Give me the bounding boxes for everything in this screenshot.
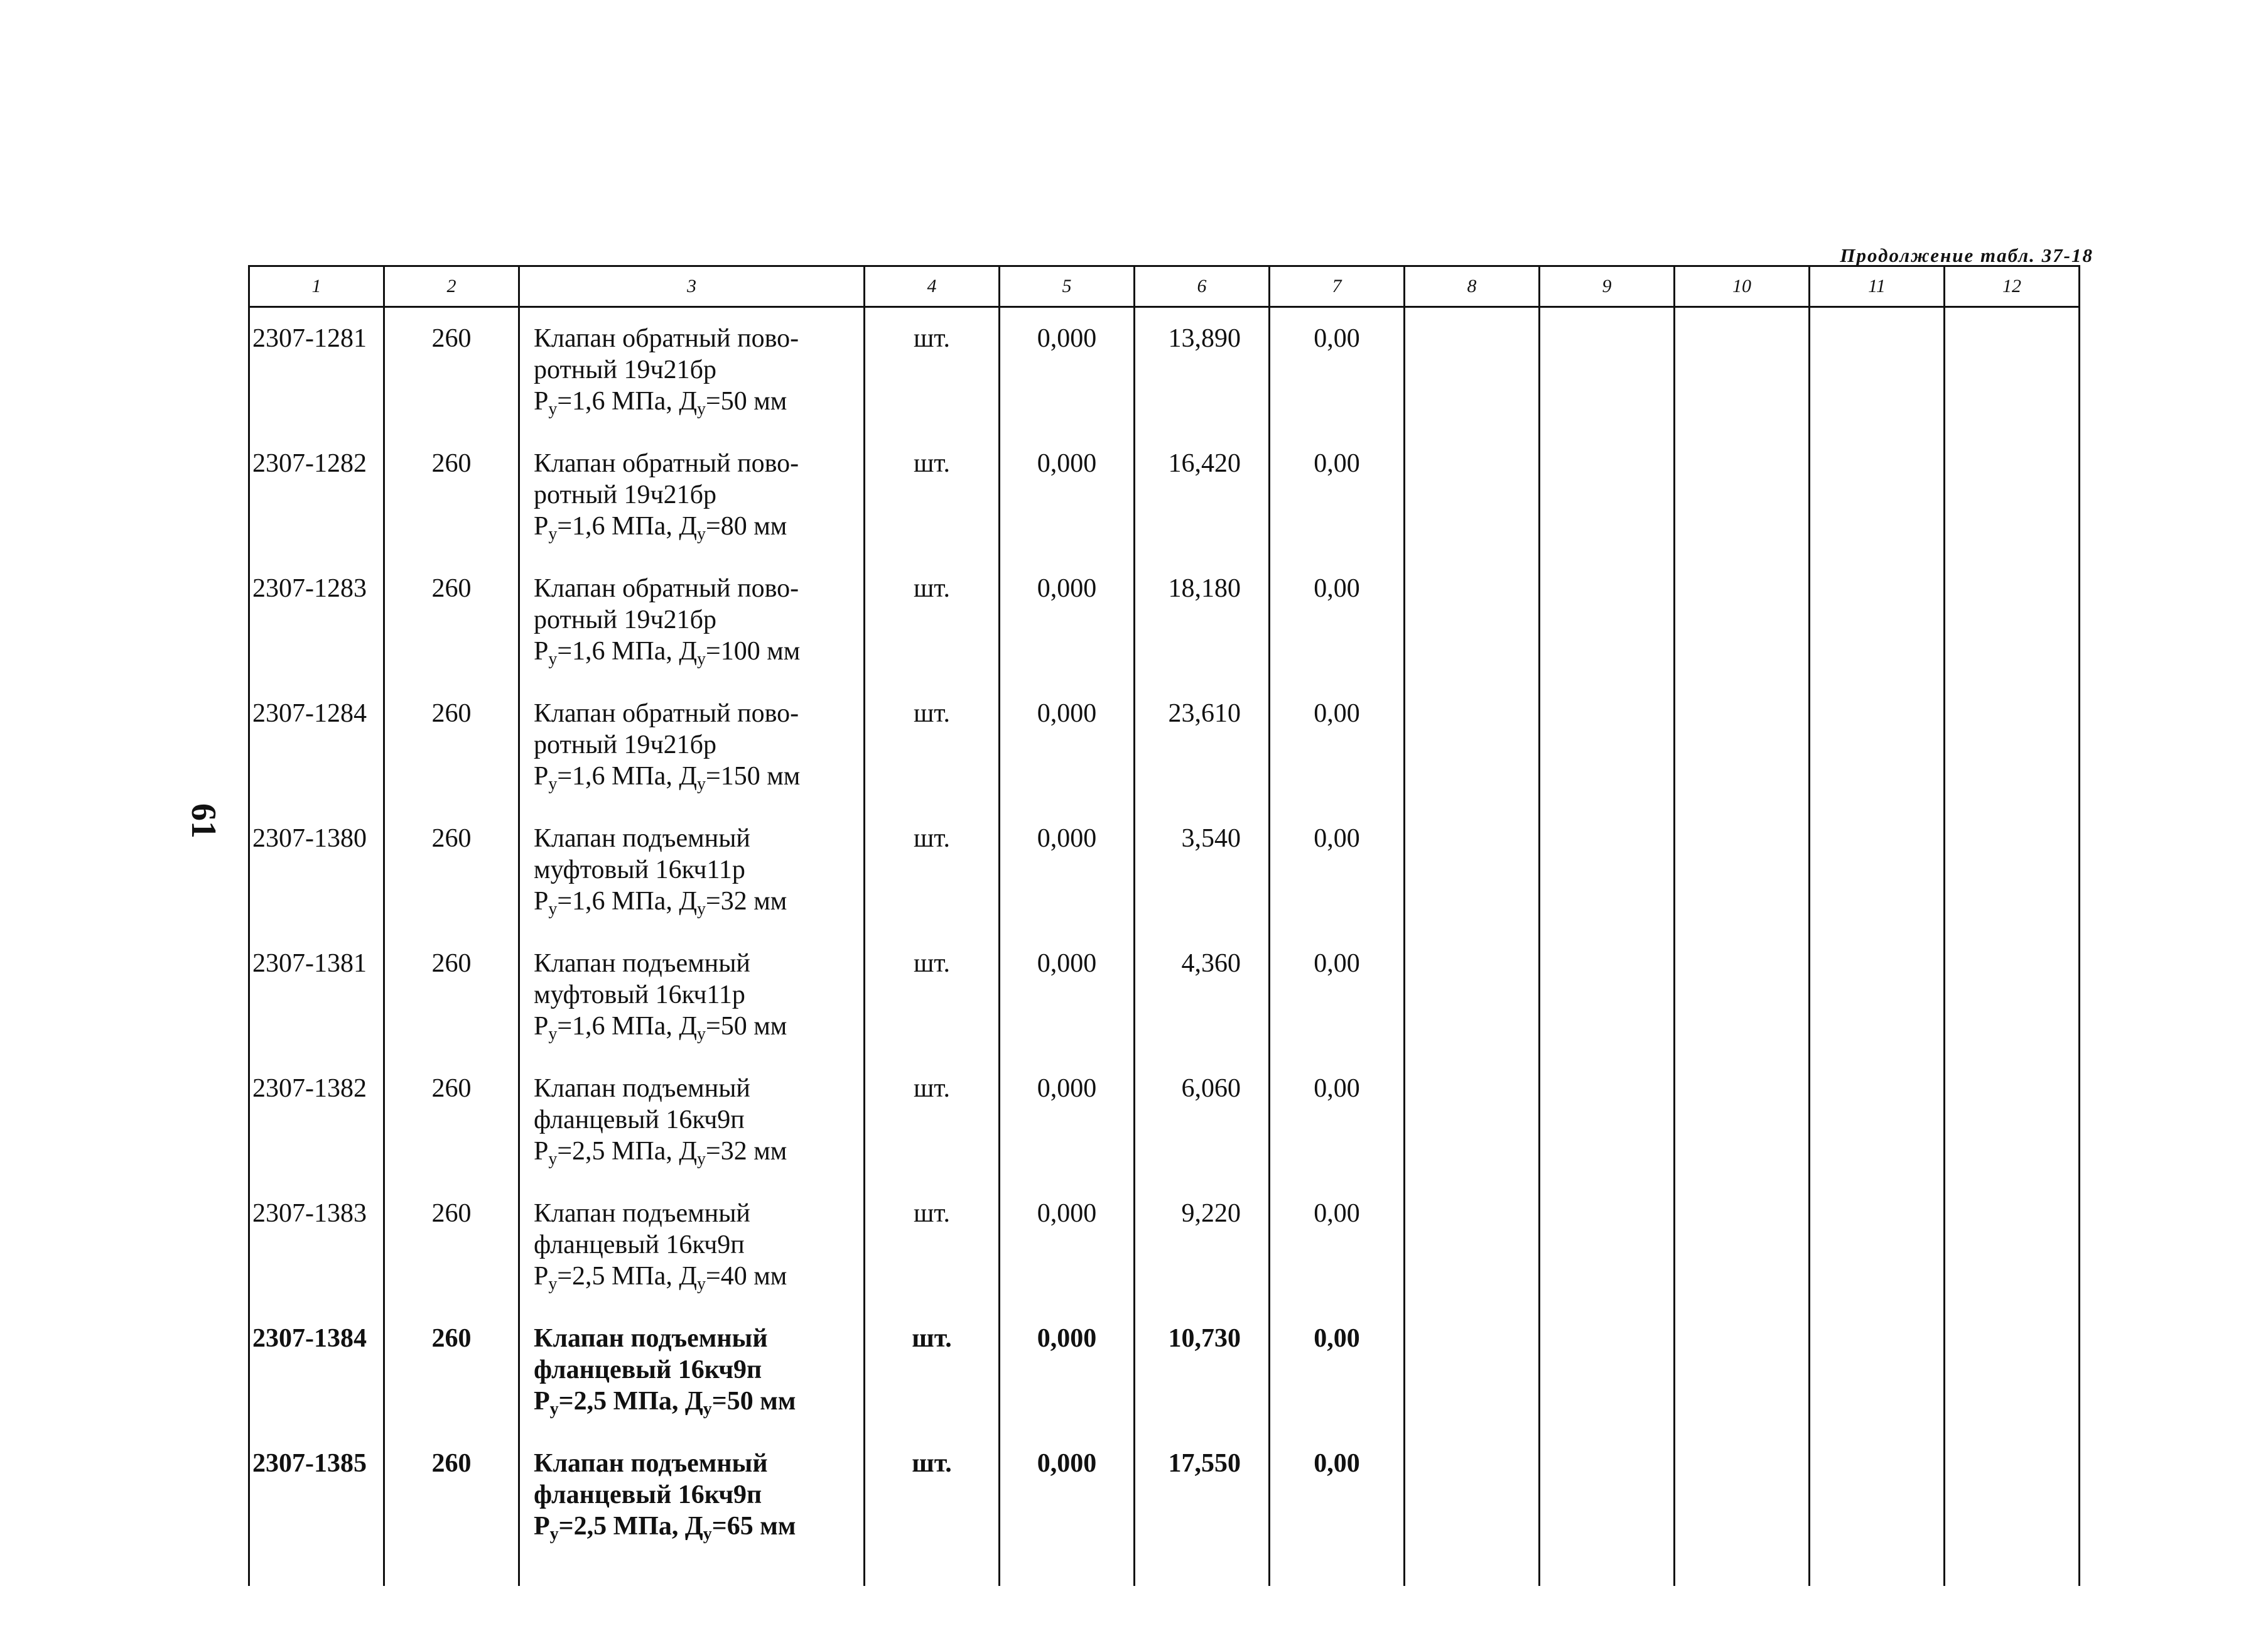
- pressure-diameter-line: [534, 636, 863, 667]
- pressure-value: =2,5 МПа, Д: [558, 1387, 703, 1416]
- cell-unit: шт.: [865, 683, 1000, 808]
- cell-col6: 18,180: [1135, 558, 1270, 683]
- description-line: Клапан подъемный: [534, 949, 750, 978]
- pressure-value: =1,6 МПа, Д: [557, 887, 698, 916]
- cell-unit: шт.: [865, 558, 1000, 683]
- pressure-symbol: Р: [534, 512, 549, 541]
- cell-empty: [1945, 433, 2080, 558]
- cell-unit: шт.: [865, 1433, 1000, 1586]
- description-line: Клапан подъемный: [534, 1324, 768, 1353]
- cell-unit: шт.: [865, 307, 1000, 433]
- cell-col7: 0,00: [1270, 307, 1405, 433]
- cell-empty: [1810, 307, 1945, 433]
- cell-col6: 3,540: [1135, 808, 1270, 933]
- cell-empty: [1675, 933, 1810, 1058]
- cell-code: 2307-1281: [249, 307, 384, 433]
- cell-empty: [1675, 808, 1810, 933]
- cell-empty: [1405, 558, 1540, 683]
- column-header: 7: [1270, 266, 1405, 307]
- cell-empty: [1540, 1433, 1675, 1586]
- diameter-value: =40 мм: [706, 1262, 787, 1291]
- cell-empty: [1675, 683, 1810, 808]
- cell-number: 260: [384, 1058, 519, 1183]
- cell-empty: [1945, 1308, 2080, 1433]
- diameter-subscript: у: [697, 1149, 706, 1169]
- cell-empty: [1945, 1183, 2080, 1308]
- cell-number: 260: [384, 307, 519, 433]
- cell-empty: [1675, 1183, 1810, 1308]
- cell-number: 260: [384, 933, 519, 1058]
- pressure-diameter-line: [534, 1511, 863, 1542]
- cell-unit: шт.: [865, 933, 1000, 1058]
- cell-empty: [1810, 933, 1945, 1058]
- cell-empty: [1405, 1308, 1540, 1433]
- cell-description: [519, 808, 865, 933]
- pressure-subscript: у: [549, 1399, 559, 1419]
- diameter-subscript: у: [697, 774, 706, 794]
- cell-number: 260: [384, 808, 519, 933]
- table-row: [249, 433, 2080, 558]
- pressure-symbol: Р: [534, 1512, 550, 1541]
- cell-empty: [1540, 1183, 1675, 1308]
- cell-code: 2307-1382: [249, 1058, 384, 1183]
- cell-description: [519, 1308, 865, 1433]
- pressure-symbol: Р: [534, 1262, 549, 1291]
- cell-col5: 0,000: [1000, 433, 1135, 558]
- cell-empty: [1405, 1058, 1540, 1183]
- diameter-value: =32 мм: [706, 1137, 787, 1166]
- table-row: [249, 683, 2080, 808]
- cell-empty: [1810, 1433, 1945, 1586]
- specification-table: [248, 265, 2080, 1586]
- pressure-diameter-line: [534, 511, 863, 542]
- cell-description: [519, 433, 865, 558]
- cell-empty: [1810, 683, 1945, 808]
- cell-empty: [1945, 808, 2080, 933]
- pressure-symbol: Р: [534, 1137, 549, 1166]
- cell-col6: 9,220: [1135, 1183, 1270, 1308]
- pressure-symbol: Р: [534, 887, 549, 916]
- cell-empty: [1405, 433, 1540, 558]
- cell-empty: [1540, 433, 1675, 558]
- diameter-subscript: у: [697, 899, 706, 919]
- cell-description: [519, 1183, 865, 1308]
- cell-col5: 0,000: [1000, 307, 1135, 433]
- diameter-value: =50 мм: [711, 1387, 796, 1416]
- cell-empty: [1540, 808, 1675, 933]
- cell-unit: шт.: [865, 1308, 1000, 1433]
- diameter-subscript: у: [697, 1274, 706, 1294]
- cell-empty: [1945, 307, 2080, 433]
- cell-col5: 0,000: [1000, 1308, 1135, 1433]
- cell-description: [519, 683, 865, 808]
- cell-col7: 0,00: [1270, 1433, 1405, 1586]
- table-body: [249, 307, 2080, 1587]
- cell-col7: 0,00: [1270, 433, 1405, 558]
- table-row: [249, 1308, 2080, 1433]
- cell-col5: 0,000: [1000, 808, 1135, 933]
- column-header: 4: [865, 266, 1000, 307]
- description-line: фланцевый 16кч9п: [534, 1480, 762, 1509]
- column-number-header: [249, 266, 2080, 307]
- cell-empty: [1810, 1308, 1945, 1433]
- column-header: 12: [1945, 266, 2080, 307]
- cell-description: [519, 558, 865, 683]
- pressure-subscript: у: [548, 524, 558, 544]
- column-header: 11: [1810, 266, 1945, 307]
- column-header: 3: [519, 266, 865, 307]
- cell-number: 260: [384, 1183, 519, 1308]
- cell-col6: 6,060: [1135, 1058, 1270, 1183]
- diameter-subscript: у: [697, 399, 706, 419]
- cell-description: [519, 1433, 865, 1586]
- cell-empty: [1405, 307, 1540, 433]
- cell-description: [519, 1058, 865, 1183]
- cell-col6: 16,420: [1135, 433, 1270, 558]
- cell-empty: [1810, 1183, 1945, 1308]
- cell-empty: [1675, 1308, 1810, 1433]
- pressure-value: =1,6 МПа, Д: [557, 1012, 698, 1041]
- cell-unit: шт.: [865, 433, 1000, 558]
- cell-empty: [1810, 808, 1945, 933]
- cell-number: 260: [384, 1433, 519, 1586]
- pressure-subscript: у: [548, 1024, 558, 1044]
- diameter-subscript: у: [697, 1024, 706, 1044]
- pressure-symbol: Р: [534, 637, 549, 666]
- diameter-value: =80 мм: [706, 512, 787, 541]
- table-row: [249, 1183, 2080, 1308]
- cell-empty: [1810, 558, 1945, 683]
- cell-col6: 17,550: [1135, 1433, 1270, 1586]
- cell-col5: 0,000: [1000, 683, 1135, 808]
- cell-code: 2307-1383: [249, 1183, 384, 1308]
- cell-empty: [1945, 1433, 2080, 1586]
- pressure-subscript: у: [548, 774, 558, 794]
- description-line: ротный 19ч21бр: [534, 730, 716, 759]
- diameter-subscript: у: [703, 1399, 712, 1419]
- cell-col5: 0,000: [1000, 558, 1135, 683]
- cell-empty: [1810, 1058, 1945, 1183]
- cell-col5: 0,000: [1000, 933, 1135, 1058]
- diameter-value: =50 мм: [706, 387, 787, 416]
- cell-col7: 0,00: [1270, 1183, 1405, 1308]
- table-row: [249, 933, 2080, 1058]
- cell-col6: 23,610: [1135, 683, 1270, 808]
- column-header: 5: [1000, 266, 1135, 307]
- pressure-value: =2,5 МПа, Д: [558, 1512, 703, 1541]
- pressure-subscript: у: [548, 649, 558, 669]
- cell-empty: [1675, 1433, 1810, 1586]
- description-line: муфтовый 16кч11р: [534, 980, 745, 1009]
- cell-code: 2307-1384: [249, 1308, 384, 1433]
- pressure-symbol: Р: [534, 387, 549, 416]
- pressure-value: =2,5 МПа, Д: [557, 1262, 698, 1291]
- cell-unit: шт.: [865, 808, 1000, 933]
- cell-col7: 0,00: [1270, 808, 1405, 933]
- cell-col7: 0,00: [1270, 933, 1405, 1058]
- description-line: ротный 19ч21бр: [534, 605, 716, 634]
- cell-code: 2307-1381: [249, 933, 384, 1058]
- column-header: 10: [1675, 266, 1810, 307]
- cell-col7: 0,00: [1270, 1058, 1405, 1183]
- cell-code: 2307-1385: [249, 1433, 384, 1586]
- pressure-diameter-line: [534, 886, 863, 917]
- cell-description: [519, 307, 865, 433]
- table-row: [249, 1433, 2080, 1586]
- cell-col6: 4,360: [1135, 933, 1270, 1058]
- description-line: фланцевый 16кч9п: [534, 1230, 745, 1259]
- pressure-subscript: у: [549, 1524, 559, 1544]
- cell-empty: [1945, 558, 2080, 683]
- cell-empty: [1540, 307, 1675, 433]
- description-line: фланцевый 16кч9п: [534, 1355, 762, 1384]
- pressure-diameter-line: [534, 761, 863, 792]
- diameter-value: =32 мм: [706, 887, 787, 916]
- cell-unit: шт.: [865, 1183, 1000, 1308]
- cell-number: 260: [384, 1308, 519, 1433]
- description-line: Клапан обратный пово-: [534, 699, 799, 728]
- column-header: 9: [1540, 266, 1675, 307]
- cell-number: 260: [384, 558, 519, 683]
- cell-col6: 13,890: [1135, 307, 1270, 433]
- cell-col5: 0,000: [1000, 1058, 1135, 1183]
- pressure-symbol: Р: [534, 1387, 550, 1416]
- pressure-value: =2,5 МПа, Д: [557, 1137, 698, 1166]
- cell-empty: [1540, 558, 1675, 683]
- cell-empty: [1540, 1058, 1675, 1183]
- pressure-subscript: у: [548, 399, 558, 419]
- pressure-diameter-line: [534, 1136, 863, 1167]
- cell-col7: 0,00: [1270, 558, 1405, 683]
- cell-empty: [1675, 558, 1810, 683]
- pressure-value: =1,6 МПа, Д: [557, 512, 698, 541]
- cell-empty: [1540, 933, 1675, 1058]
- description-line: Клапан подъемный: [534, 824, 750, 853]
- cell-empty: [1405, 1433, 1540, 1586]
- description-line: Клапан обратный пово-: [534, 449, 799, 478]
- diameter-value: =150 мм: [706, 762, 801, 791]
- cell-description: [519, 933, 865, 1058]
- pressure-subscript: у: [548, 899, 558, 919]
- cell-code: 2307-1282: [249, 433, 384, 558]
- cell-code: 2307-1380: [249, 808, 384, 933]
- pressure-diameter-line: [534, 1386, 863, 1417]
- table-row: [249, 307, 2080, 433]
- table-row: [249, 1058, 2080, 1183]
- description-line: Клапан подъемный: [534, 1074, 750, 1103]
- column-header: 1: [249, 266, 384, 307]
- description-line: Клапан обратный пово-: [534, 324, 799, 353]
- cell-empty: [1405, 683, 1540, 808]
- pressure-subscript: у: [548, 1274, 558, 1294]
- pressure-symbol: Р: [534, 1012, 549, 1041]
- cell-unit: шт.: [865, 1058, 1000, 1183]
- cell-empty: [1540, 683, 1675, 808]
- cell-col5: 0,000: [1000, 1183, 1135, 1308]
- cell-empty: [1945, 1058, 2080, 1183]
- diameter-subscript: у: [703, 1524, 712, 1544]
- cell-col6: 10,730: [1135, 1308, 1270, 1433]
- cell-empty: [1405, 808, 1540, 933]
- cell-empty: [1945, 683, 2080, 808]
- table-row: [249, 808, 2080, 933]
- cell-empty: [1810, 433, 1945, 558]
- cell-number: 260: [384, 433, 519, 558]
- description-line: ротный 19ч21бр: [534, 356, 716, 384]
- description-line: Клапан подъемный: [534, 1199, 750, 1228]
- cell-empty: [1675, 307, 1810, 433]
- table-row: [249, 558, 2080, 683]
- diameter-subscript: у: [697, 524, 706, 544]
- description-line: муфтовый 16кч11р: [534, 855, 745, 884]
- pressure-diameter-line: [534, 1261, 863, 1292]
- column-header: 6: [1135, 266, 1270, 307]
- pressure-value: =1,6 МПа, Д: [557, 387, 698, 416]
- diameter-value: =50 мм: [706, 1012, 787, 1041]
- diameter-value: =65 мм: [711, 1512, 796, 1541]
- pressure-diameter-line: [534, 1011, 863, 1042]
- table-continuation-caption: Продолжение табл. 37-18: [1840, 244, 2093, 266]
- cell-empty: [1540, 1308, 1675, 1433]
- cell-code: 2307-1283: [249, 558, 384, 683]
- cell-empty: [1405, 1183, 1540, 1308]
- pressure-value: =1,6 МПа, Д: [557, 762, 698, 791]
- cell-col7: 0,00: [1270, 683, 1405, 808]
- column-header: 8: [1405, 266, 1540, 307]
- cell-col5: 0,000: [1000, 1433, 1135, 1586]
- cell-code: 2307-1284: [249, 683, 384, 808]
- pressure-subscript: у: [548, 1149, 558, 1169]
- cell-empty: [1945, 933, 2080, 1058]
- pressure-diameter-line: [534, 386, 863, 417]
- cell-empty: [1675, 433, 1810, 558]
- cell-empty: [1405, 933, 1540, 1058]
- cell-number: 260: [384, 683, 519, 808]
- description-line: ротный 19ч21бр: [534, 480, 716, 509]
- pressure-symbol: Р: [534, 762, 549, 791]
- column-header: 2: [384, 266, 519, 307]
- description-line: фланцевый 16кч9п: [534, 1105, 745, 1134]
- description-line: Клапан подъемный: [534, 1449, 768, 1478]
- pressure-value: =1,6 МПа, Д: [557, 637, 698, 666]
- diameter-value: =100 мм: [706, 637, 801, 666]
- page-number: 61: [184, 803, 223, 839]
- cell-empty: [1675, 1058, 1810, 1183]
- diameter-subscript: у: [697, 649, 706, 669]
- cell-col7: 0,00: [1270, 1308, 1405, 1433]
- description-line: Клапан обратный пово-: [534, 574, 799, 603]
